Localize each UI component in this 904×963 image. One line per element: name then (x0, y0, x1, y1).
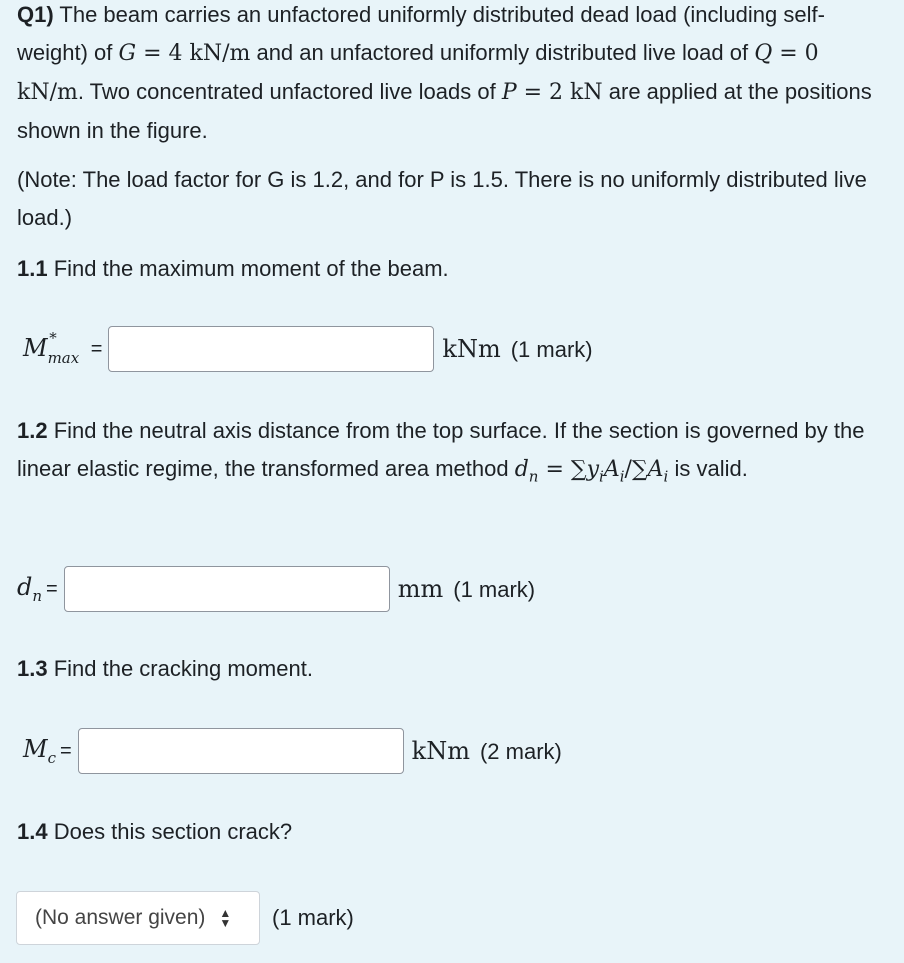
load-factor-note: (Note: The load factor for G is 1.2, and for P is 1.5. There is no uniformly distributed live load.) (17, 167, 867, 230)
part-number: 1.2 (17, 418, 48, 443)
dn-input[interactable] (64, 566, 390, 612)
crack-select[interactable] (16, 891, 260, 945)
transformed-area-formula: $d_n = \sum y_iA_i/\sum A_i$ (514, 457, 669, 486)
p-expression: P = 2 kN (501, 80, 603, 105)
q-expression: Q = 0 kN/m (17, 41, 819, 105)
intro-text-b: and an unfactored uniformly distributed live load of (250, 40, 755, 65)
crack-select-value: (No answer given) (35, 906, 206, 929)
dn-unit: mm (1 mark) (397, 575, 536, 603)
part-text: Find the cracking moment. (47, 656, 313, 681)
intro-text-d: are applied at the positions shown in the figure. (17, 79, 872, 143)
mc-unit: kNm (2 mark) (411, 737, 562, 765)
updown-caret-icon: ▲ ▼ (219, 906, 232, 930)
part-number: 1.3 (17, 656, 48, 681)
dn-symbol: $d_n$ (17, 573, 43, 605)
mmax-symbol: $M_{max}^*$ (23, 328, 80, 368)
part-1-4-prompt (17, 813, 890, 851)
intro-text-c: . Two concentrated unfactored live loads of (77, 79, 502, 104)
part-text: Does this section crack? (47, 819, 293, 844)
part-text: Find the maximum moment of the beam. (47, 256, 449, 281)
part-1-1-prompt (17, 250, 890, 288)
crack-marks: (1 mark) (272, 905, 354, 930)
equals-sign: = (59, 739, 72, 762)
part-text-b: is valid. (668, 456, 748, 481)
part-text-a: Find the neutral axis distance from the top surface. If the section is governed by the linear elastic regime, the transformed area method (17, 418, 865, 481)
intro-text-a: The beam carries an unfactored uniformly distributed dead load (including self-weight) of (17, 2, 825, 65)
mc-input[interactable] (78, 728, 404, 774)
equals-sign: = (90, 337, 103, 360)
part-number: 1.4 (17, 819, 48, 844)
question-number: Q1) (17, 2, 54, 27)
part-1-2-prompt (17, 412, 890, 495)
mc-symbol: $M_c$ (23, 735, 56, 767)
mmax-answer-row (23, 326, 593, 372)
mc-answer-row (23, 728, 562, 774)
dn-answer-row (17, 566, 535, 612)
crack-answer-row (16, 891, 354, 945)
mmax-input[interactable] (108, 326, 434, 372)
mmax-unit: kNm (1 mark) (442, 335, 593, 363)
question-intro (17, 0, 890, 150)
g-expression: G = 4 kN/m (118, 41, 251, 66)
part-1-3-prompt (17, 650, 890, 688)
equals-sign: = (46, 577, 58, 600)
part-number: 1.1 (17, 256, 48, 281)
